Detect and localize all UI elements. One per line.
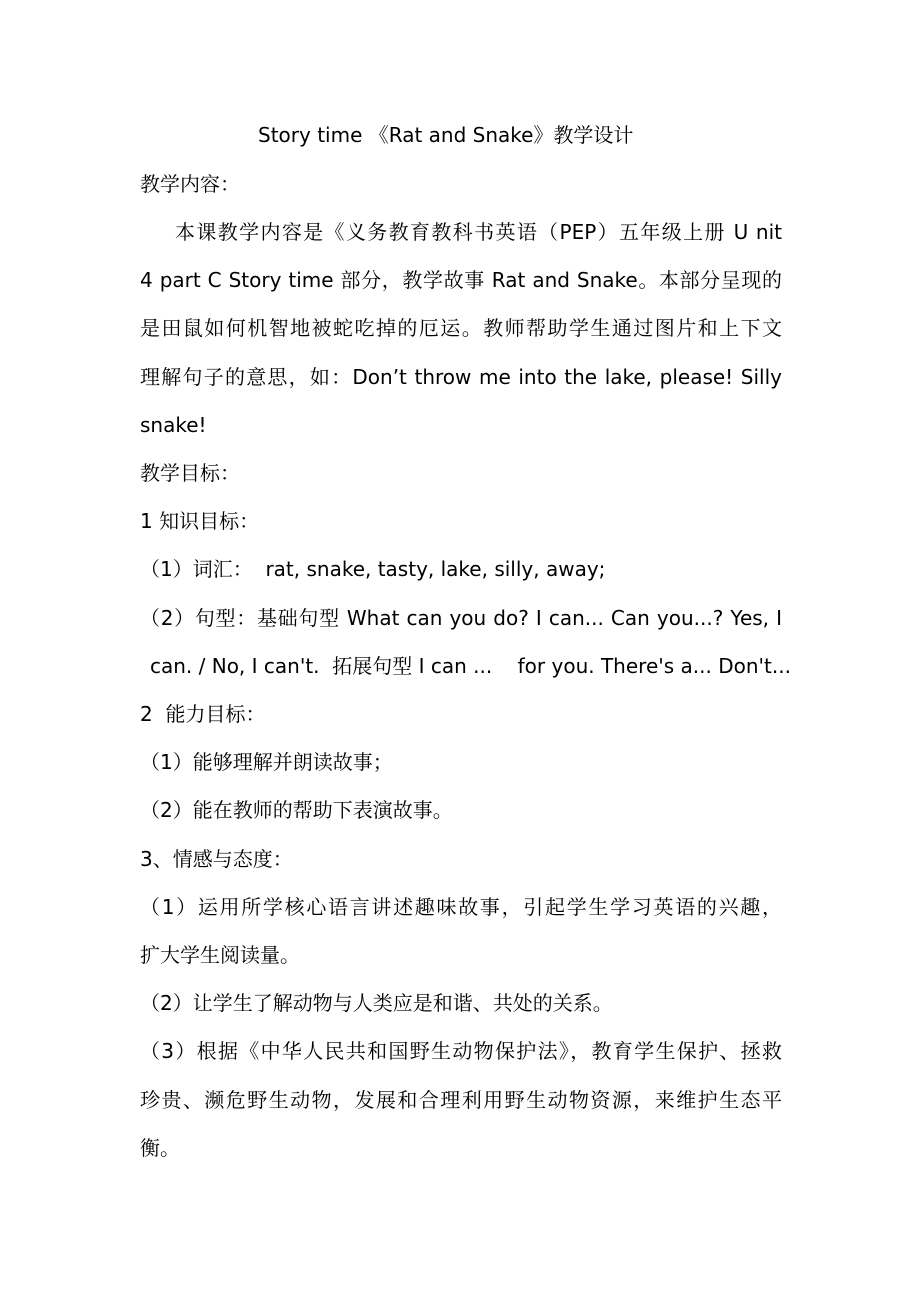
list-item-continuation: 扩大学生阅读量。: [140, 943, 300, 967]
section-heading: 教学目标：: [140, 461, 240, 485]
list-item: （2）句型：基础句型 What can you do? I can... Can you...? Yes, I: [140, 606, 782, 630]
document-title: Story time 《Rat and Snake》教学设计: [258, 123, 634, 147]
subsection-heading: 3、情感与态度：: [140, 847, 293, 871]
list-item: （2）能在教师的帮助下表演故事。: [140, 798, 453, 822]
list-item: （1）词汇： rat, snake, tasty, lake, silly, away;: [140, 557, 606, 581]
paragraph-line: snake!: [140, 413, 207, 437]
subsection-heading: 2 能力目标：: [140, 702, 266, 726]
list-item: （1）运用所学核心语言讲述趣味故事，引起学生学习英语的兴趣，: [140, 895, 782, 919]
list-item-continuation: 珍贵、濒危野生动物，发展和合理利用野生动物资源，来维护生态平: [140, 1088, 782, 1112]
subsection-heading: 1 知识目标：: [140, 509, 260, 533]
paragraph-line: 本课教学内容是《义务教育教科书英语（PEP）五年级上册 U nit: [175, 220, 782, 244]
paragraph-line: 4 part C Story time 部分，教学故事 Rat and Snake。本部分呈现的: [140, 268, 782, 292]
list-item: （2）让学生了解动物与人类应是和谐、共处的关系。: [140, 991, 613, 1015]
section-heading: 教学内容：: [140, 172, 240, 196]
list-item: （3）根据《中华人民共和国野生动物保护法》，教育学生保护、拯救: [140, 1039, 782, 1063]
list-item-continuation: 衡。: [140, 1136, 180, 1160]
paragraph-line: 是田鼠如何机智地被蛇吃掉的厄运。教师帮助学生通过图片和上下文: [140, 316, 782, 340]
list-item-continuation: can. / No, I can't. 拓展句型 I can ... for you. There's a... Don't...: [150, 654, 791, 678]
list-item: （1）能够理解并朗读故事；: [140, 750, 393, 774]
paragraph-line: 理解句子的意思，如：Don’t throw me into the lake, please! Silly: [140, 365, 782, 389]
